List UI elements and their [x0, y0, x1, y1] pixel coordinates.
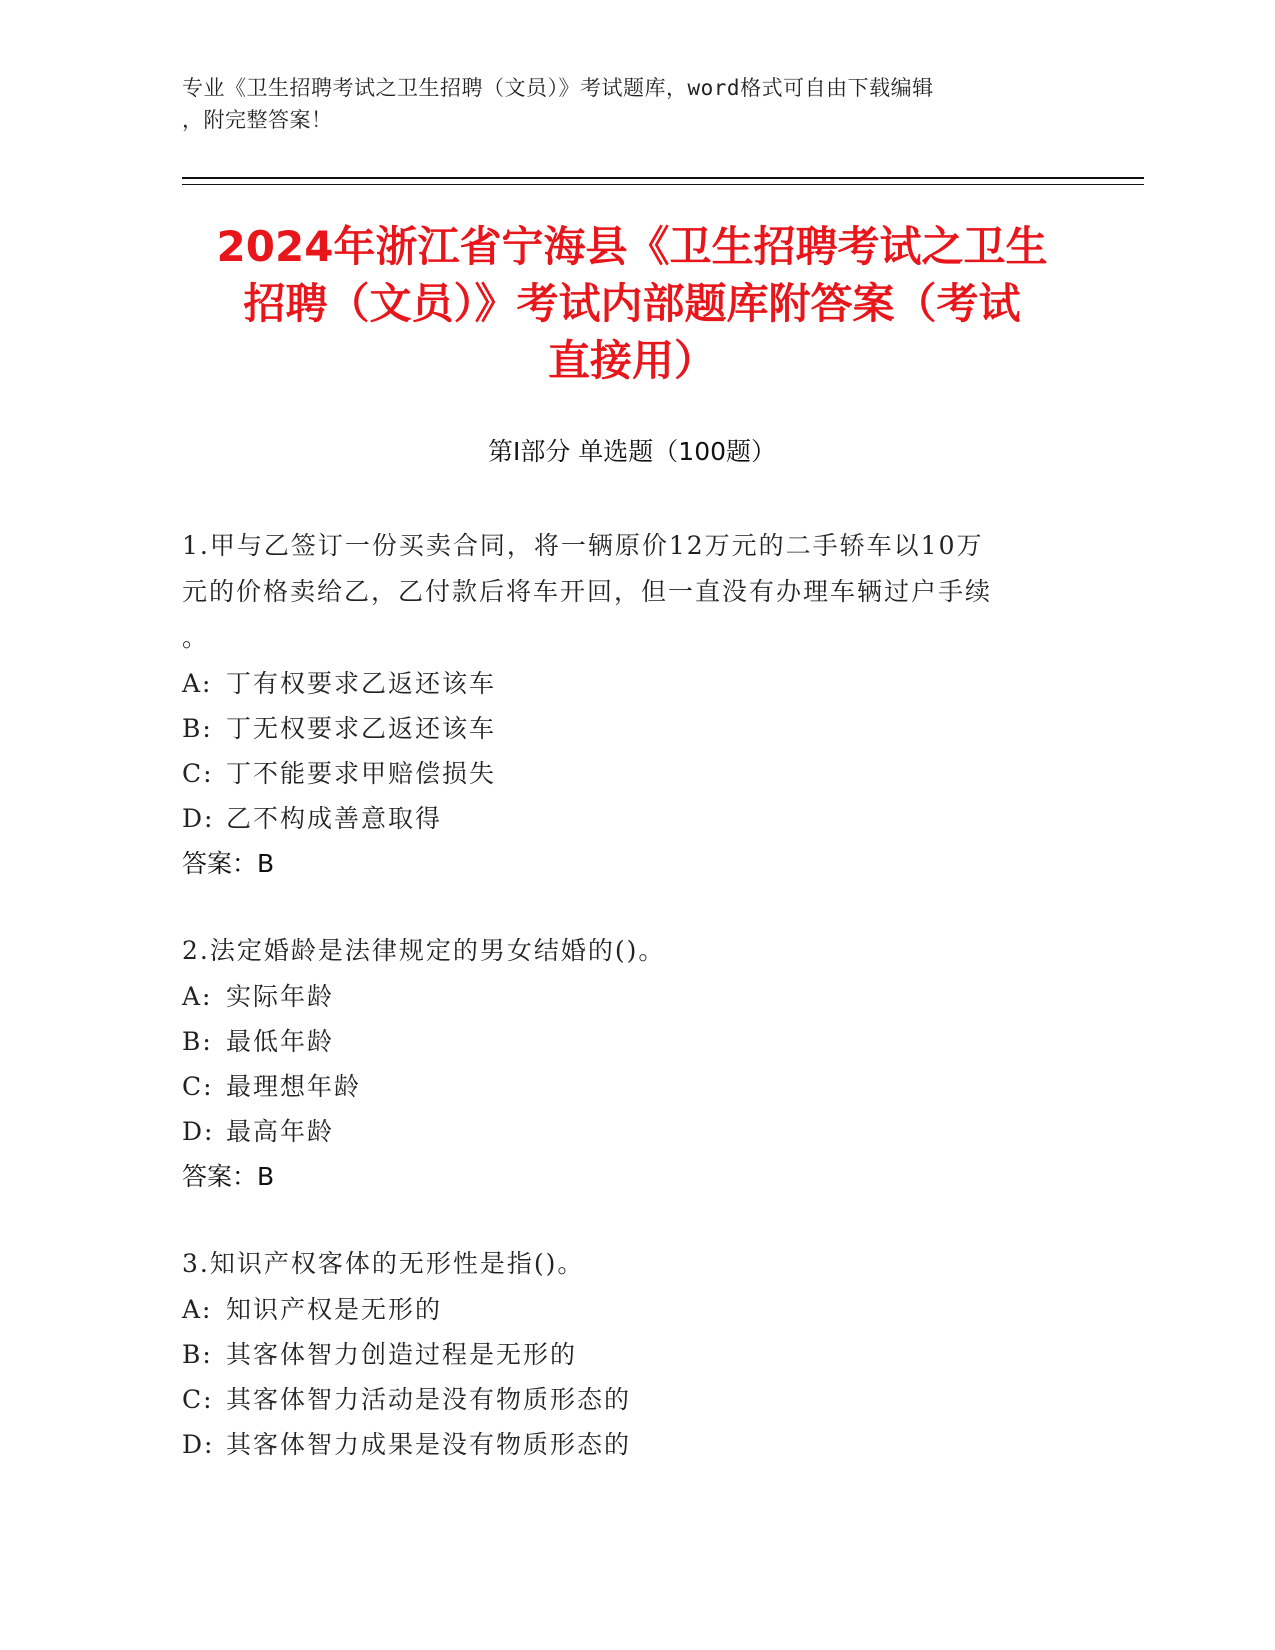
- option-text: 丁有权要求乙返还该车: [226, 669, 497, 698]
- question-list: [182, 523, 1062, 1509]
- option-letter: D:: [182, 1430, 215, 1459]
- title-line-3: 直接用）: [547, 336, 716, 385]
- option-letter: A:: [182, 669, 213, 698]
- question-stem-line: 1.甲与乙签订一份买卖合同，将一辆原价12万元的二手轿车以10万: [182, 531, 984, 560]
- option-letter: D:: [182, 1117, 215, 1146]
- option-letter: B:: [182, 1027, 213, 1056]
- question-item: [182, 1241, 1062, 1467]
- question-stem-line: 2.法定婚龄是法律规定的男女结婚的()。: [182, 936, 666, 965]
- option-text: 最低年龄: [226, 1027, 335, 1056]
- question-stem-line: 。: [182, 623, 210, 652]
- option-letter: D:: [182, 804, 215, 833]
- option-letter: C:: [182, 759, 214, 788]
- option-letter: C:: [182, 1385, 214, 1414]
- title-line-1: 2024年浙江省宁海县《卫生招聘考试之卫生: [216, 222, 1048, 271]
- question-stem-line: 元的价格卖给乙，乙付款后将车开回，但一直没有办理车辆过户手续: [182, 577, 993, 606]
- document-title: [182, 218, 1082, 389]
- question-item: [182, 523, 1062, 886]
- section-heading: 第I部分 单选题（100题）: [487, 437, 777, 466]
- title-line-2: 招聘（文员）》考试内部题库附答案（考试: [243, 279, 1021, 328]
- option-text: 丁无权要求乙返还该车: [226, 714, 497, 743]
- option-text: 其客体智力活动是没有物质形态的: [226, 1385, 632, 1414]
- option-text: 乙不构成善意取得: [226, 804, 443, 833]
- option-text: 丁不能要求甲赔偿损失: [226, 759, 497, 788]
- answer-option: [182, 974, 1062, 1019]
- option-letter: B:: [182, 1340, 213, 1369]
- option-letter: A:: [182, 1295, 213, 1324]
- answer-option: [182, 1377, 1062, 1422]
- question-stem-line: 3.知识产权客体的无形性是指()。: [182, 1249, 585, 1278]
- option-letter: A:: [182, 982, 213, 1011]
- answer-key: 答案：B: [182, 849, 275, 878]
- header-rule-thin: [182, 184, 1144, 185]
- answer-option: [182, 1064, 1062, 1109]
- option-text: 最理想年龄: [226, 1072, 362, 1101]
- option-text: 知识产权是无形的: [226, 1295, 443, 1324]
- option-text: 实际年龄: [226, 982, 335, 1011]
- answer-option: [182, 1109, 1062, 1154]
- option-text: 其客体智力成果是没有物质形态的: [226, 1430, 632, 1459]
- option-letter: B:: [182, 714, 213, 743]
- answer-option: [182, 1332, 1062, 1377]
- answer-key: 答案：B: [182, 1162, 275, 1191]
- answer-option: [182, 706, 1062, 751]
- option-text: 其客体智力创造过程是无形的: [226, 1340, 578, 1369]
- option-letter: C:: [182, 1072, 214, 1101]
- answer-option: [182, 751, 1062, 796]
- header-rule-thick: [182, 177, 1144, 179]
- question-item: [182, 928, 1062, 1199]
- option-text: 最高年龄: [226, 1117, 335, 1146]
- header-note-line-1: 专业《卫生招聘考试之卫生招聘（文员）》考试题库，word格式可自由下载编辑: [182, 76, 934, 100]
- answer-option: [182, 661, 1062, 706]
- answer-option: [182, 796, 1062, 841]
- answer-option: [182, 1422, 1062, 1467]
- answer-option: [182, 1287, 1062, 1332]
- header-note: [182, 72, 1062, 136]
- answer-option: [182, 1019, 1062, 1064]
- header-note-line-2: ，附完整答案！: [182, 108, 333, 132]
